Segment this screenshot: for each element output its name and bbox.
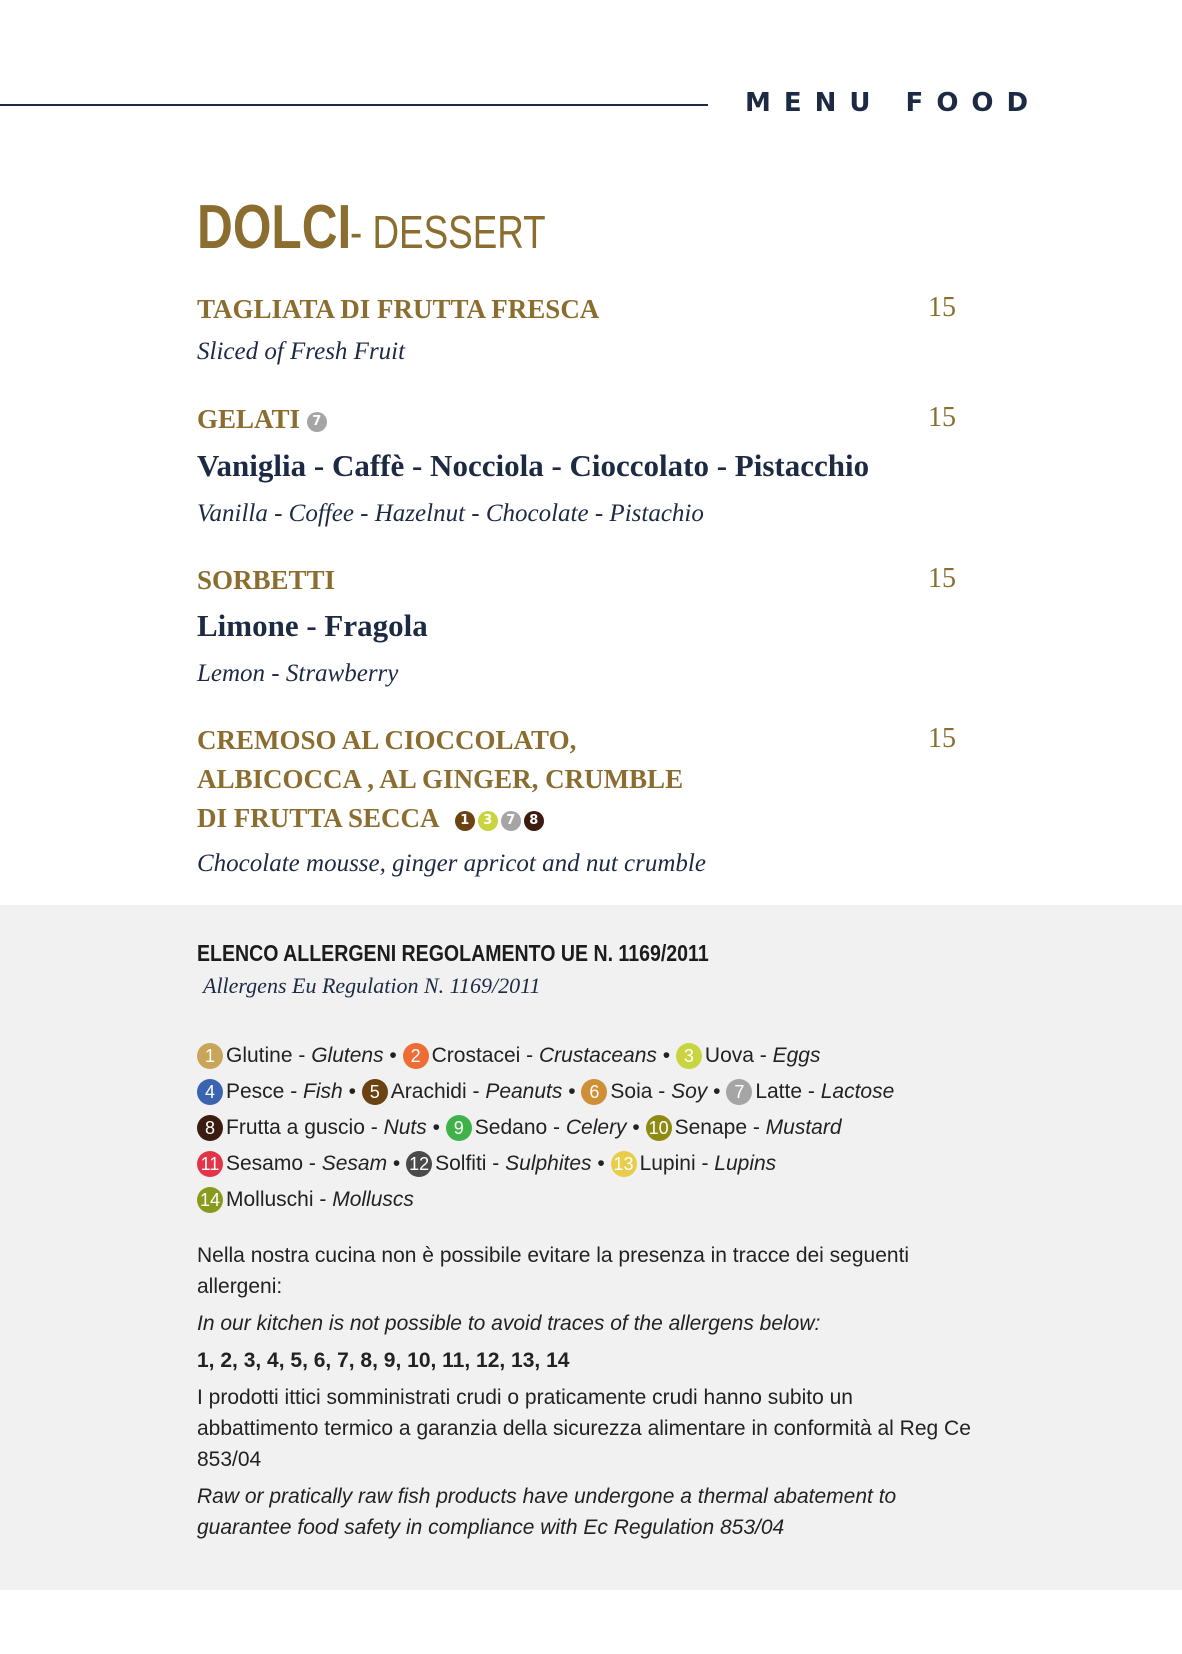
allergen-number-badge: 1 <box>197 1043 223 1069</box>
item-price: 15 <box>928 292 956 323</box>
allergen-notes <box>197 1240 977 1549</box>
allergen-legend-item: 7 Latte - Lactose <box>726 1080 894 1103</box>
item-name: CREMOSO AL CIOCCOLATO, ALBICOCCA , AL GINGER, CRUMBLE DI FRUTTA SECCA 1 3 7 8 <box>197 725 684 833</box>
allergen-legend-item: 4 Pesce - Fish <box>197 1080 343 1103</box>
allergen-number-badge: 13 <box>611 1151 637 1177</box>
allergen-legend-item: 10 Senape - Mustard <box>646 1116 842 1139</box>
allergen-italian: Senape <box>674 1116 747 1139</box>
allergen-legend-item: 2 Crostacei - Crustaceans <box>403 1044 657 1067</box>
allergen-legend-item: 14 Molluschi - Molluscs <box>197 1188 414 1211</box>
fish-note-english: Raw or pratically raw fish products have undergone a thermal abatement to guarantee food safety in compliance with Ec Regulation 853/04 <box>197 1485 897 1539</box>
allergen-legend-item: 12 Solfiti - Sulphites <box>406 1152 591 1175</box>
allergen-heading: ELENCO ALLERGENI REGOLAMENTO UE N. 1169/2011 <box>197 940 709 966</box>
allergen-english: Nuts <box>383 1116 427 1139</box>
traces-italian: Nella nostra cucina non è possibile evitare la presenza in tracce dei seguenti allergeni: <box>197 1244 910 1298</box>
allergen-number-badge: 12 <box>406 1151 432 1177</box>
item-price: 15 <box>928 402 956 433</box>
allergen-italian: Glutine <box>226 1044 293 1067</box>
allergen-italian: Arachidi <box>390 1080 467 1103</box>
allergen-number-badge: 8 <box>197 1115 223 1141</box>
allergen-english: Fish <box>303 1080 343 1103</box>
header-rule <box>0 104 708 106</box>
allergen-legend-item: 11 Sesamo - Sesam <box>197 1152 387 1175</box>
allergen-english: Molluscs <box>332 1188 414 1211</box>
item-name: GELATI 7 <box>197 400 330 439</box>
allergen-badge: 3 <box>478 811 498 831</box>
allergen-legend: 1 Glutine - Glutens • 2 Crostacei - Crustaceans • 3 Uova - Eggs 4 Pesce - Fish • 5 Arachidi - Peanuts • 6 Soia - Soy • 7 Latte - Lactose 8 Frutta a guscio - Nuts • 9 Sedano - Celery • 10 Senape - Mustard 11 Sesamo - Sesam • 12 Solfiti - Sulphites • 13 Lupini - Lupins 14 Molluschi - Molluscs <box>197 1038 957 1218</box>
allergen-english: Mustard <box>765 1116 842 1139</box>
item-english: Chocolate mousse, ginger apricot and nut crumble <box>197 850 706 877</box>
allergen-number-badge: 6 <box>581 1079 607 1105</box>
allergen-legend-item: 8 Frutta a guscio - Nuts <box>197 1116 427 1139</box>
allergen-italian: Soia <box>610 1080 653 1103</box>
allergen-badge: 7 <box>501 811 521 831</box>
allergen-number-badge: 5 <box>362 1079 388 1105</box>
allergen-italian: Molluschi <box>226 1188 314 1211</box>
allergen-italian: Solfiti <box>435 1152 487 1175</box>
allergen-english: Sulphites <box>505 1152 592 1175</box>
allergen-italian: Sesamo <box>226 1152 304 1175</box>
allergen-number-badge: 11 <box>197 1151 223 1177</box>
allergen-number-badge: 7 <box>726 1079 752 1105</box>
allergen-number-badge: 3 <box>676 1043 702 1069</box>
allergen-english: Lactose <box>820 1080 895 1103</box>
allergen-badge: 7 <box>307 412 327 432</box>
allergen-number-badge: 2 <box>403 1043 429 1069</box>
menu-section-label: MENU FOOD <box>745 88 1042 118</box>
allergen-english: Peanuts <box>485 1080 563 1103</box>
item-english: Vanilla - Coffee - Hazelnut - Chocolate - Pistachio <box>197 500 704 527</box>
allergen-english: Eggs <box>772 1044 821 1067</box>
allergen-italian: Pesce <box>226 1080 285 1103</box>
allergen-italian: Lupini <box>639 1152 696 1175</box>
allergen-english: Sesam <box>321 1152 388 1175</box>
allergen-subheading: Allergens Eu Regulation N. 1169/2011 <box>203 973 541 998</box>
item-flavors: Limone - Fragola <box>197 608 428 643</box>
allergen-italian: Uova <box>704 1044 754 1067</box>
fish-note-italian: I prodotti ittici somministrati crudi o praticamente crudi hanno subito un abbattimento termico a garanzia della sicurezza alimentare in conformità al Reg Ce 853/04 <box>197 1386 971 1471</box>
allergen-italian: Sedano <box>474 1116 548 1139</box>
allergen-legend-item: 9 Sedano - Celery <box>446 1116 627 1139</box>
item-name: TAGLIATA DI FRUTTA FRESCA <box>197 294 600 324</box>
allergen-legend-item: 6 Soia - Soy <box>581 1080 707 1103</box>
allergen-legend-item: 3 Uova - Eggs <box>676 1044 821 1067</box>
allergen-english: Glutens <box>311 1044 384 1067</box>
item-flavors: Vaniglia - Caffè - Nocciola - Cioccolato - Pistacchio <box>197 448 870 483</box>
page-title: DOLCI- DESSERT <box>197 193 546 262</box>
allergen-number-badge: 14 <box>197 1187 223 1213</box>
allergen-legend-item: 5 Arachidi - Peanuts <box>362 1080 563 1103</box>
allergen-legend-item: 13 Lupini - Lupins <box>611 1152 777 1175</box>
allergen-english: Lupins <box>714 1152 777 1175</box>
item-price: 15 <box>928 723 956 754</box>
item-english: Sliced of Fresh Fruit <box>197 338 406 365</box>
allergen-english: Crustaceans <box>539 1044 657 1067</box>
allergen-italian: Frutta a guscio <box>226 1116 365 1139</box>
allergen-number-badge: 4 <box>197 1079 223 1105</box>
allergen-english: Celery <box>565 1116 627 1139</box>
item-name: SORBETTI <box>197 565 336 595</box>
allergen-english: Soy <box>671 1080 708 1103</box>
allergen-italian: Latte <box>755 1080 803 1103</box>
item-english: Lemon - Strawberry <box>197 660 399 687</box>
allergen-number-badge: 10 <box>646 1115 672 1141</box>
item-price: 15 <box>928 563 956 594</box>
allergen-badge: 8 <box>524 811 544 831</box>
allergen-legend-item: 1 Glutine - Glutens <box>197 1044 384 1067</box>
allergen-badge: 1 <box>455 811 475 831</box>
allergen-number-badge: 9 <box>446 1115 472 1141</box>
allergen-italian: Crostacei <box>431 1044 521 1067</box>
traces-list: 1, 2, 3, 4, 5, 6, 7, 8, 9, 10, 11, 12, 13, 14 <box>197 1349 570 1372</box>
traces-english: In our kitchen is not possible to avoid traces of the allergens below: <box>197 1312 821 1335</box>
